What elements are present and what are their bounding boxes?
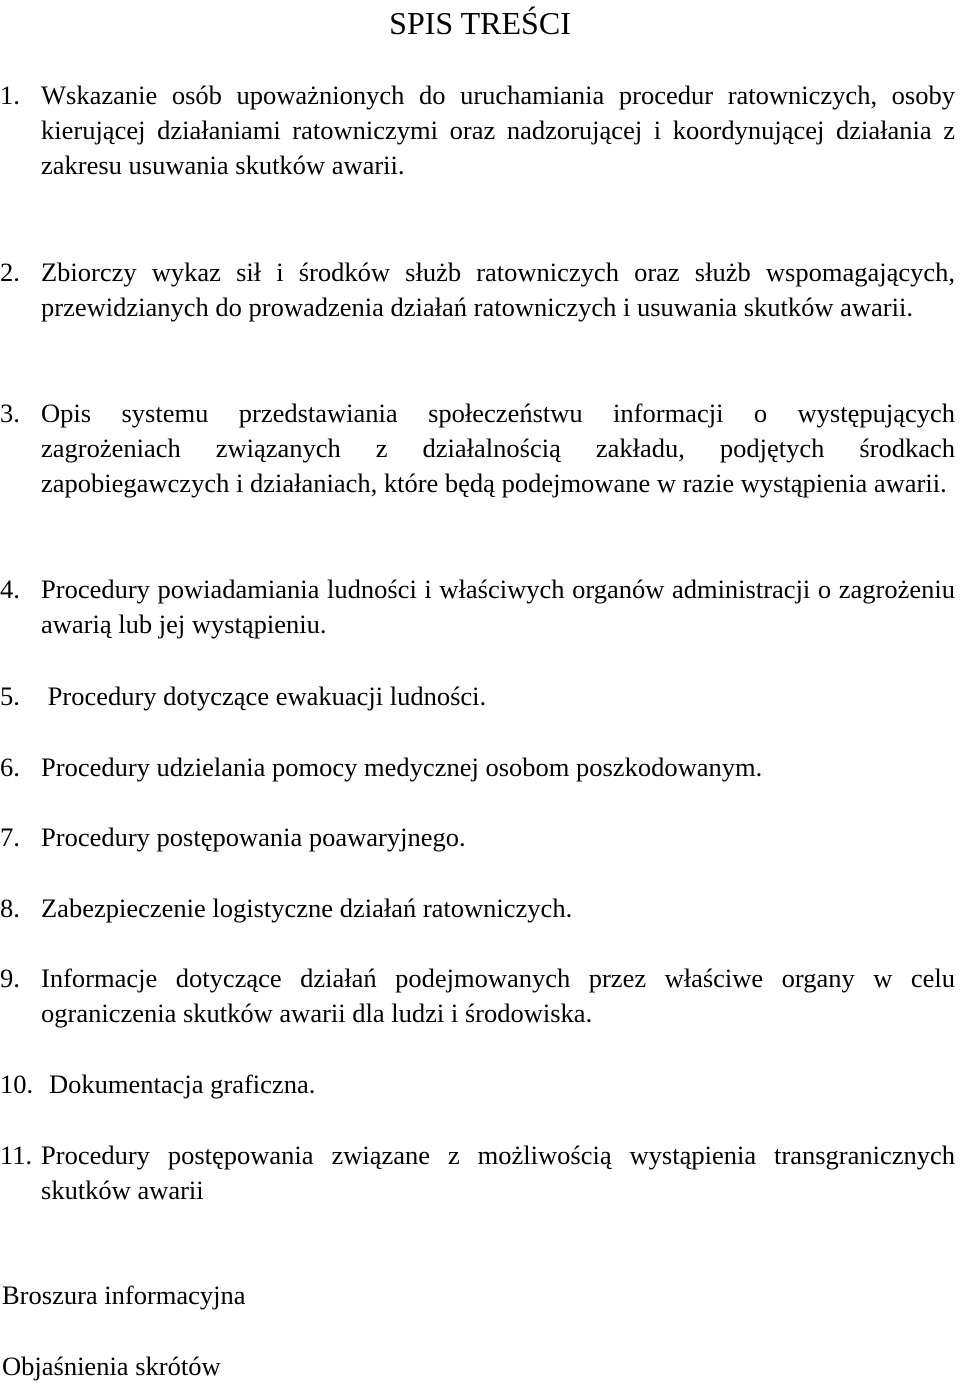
toc-item-text: Opis systemu przedstawiania społeczeństwu informacji o występujących zagrożeniach związanych z działalnością zakładu, podjętych środkach zapobiegawczych i działaniach, które będą podejmowane w razie wystąpienia awarii.	[41, 398, 955, 498]
toc-item-text: Zabezpieczenie logistyczne działań ratowniczych.	[41, 893, 573, 923]
toc-item-6	[0, 750, 955, 785]
toc-item-number: 3.	[0, 398, 20, 428]
toc-item-text: Procedury postępowania związane z możliwością wystąpienia transgranicznych skutków awarii	[41, 1140, 955, 1205]
toc-item-5	[0, 679, 955, 714]
toc-item-text: Procedury dotyczące ewakuacji ludności.	[41, 681, 487, 711]
toc-item-text: Zbiorczy wykaz sił i środków służb ratowniczych oraz służb wspomagających, przewidzianych do prowadzenia działań ratowniczych i usuwania skutków awarii.	[41, 257, 955, 322]
toc-item-number: 2.	[0, 257, 20, 287]
page-title: SPIS TREŚCI	[389, 5, 571, 41]
toc-item-number: 7.	[0, 822, 20, 852]
toc-item-text: Informacje dotyczące działań podejmowanych przez właściwe organy w celu ograniczenia skutków awarii dla ludzi i środowiska.	[41, 963, 955, 1028]
toc-item-text: Procedury udzielania pomocy medycznej osobom poszkodowanym.	[41, 752, 763, 782]
toc-item-text: Procedury powiadamiania ludności i właściwych organów administracji o zagrożeniu awarią lub jej wystąpieniu.	[41, 574, 955, 639]
toc-item-2	[0, 255, 955, 325]
toc-item-number: 8.	[0, 893, 20, 923]
toc-item-text: Wskazanie osób upoważnionych do uruchamiania procedur ratowniczych, osoby kierującej działaniami ratowniczymi oraz nadzorującej i koordynującej działania z zakresu usuwania skutków awarii.	[41, 80, 955, 180]
toc-item-8	[0, 891, 955, 926]
toc-item-9	[0, 961, 955, 1031]
toc-item-3	[0, 396, 955, 501]
toc-item-text: Dokumentacja graficzna.	[49, 1069, 316, 1099]
toc-item-text: Procedury postępowania poawaryjnego.	[41, 822, 466, 852]
toc-item-number: 6.	[0, 752, 20, 782]
toc-item-number: 5.	[0, 681, 20, 711]
toc-item-number: 11.	[0, 1140, 33, 1170]
extra-item-abbreviations: Objaśnienia skrótów	[2, 1351, 221, 1381]
toc-item-10	[0, 1067, 955, 1102]
toc-item-number: 10.	[0, 1069, 34, 1099]
toc-item-number: 1.	[0, 80, 20, 110]
toc-item-number: 9.	[0, 963, 20, 993]
toc-item-4	[0, 572, 955, 642]
extra-item-brochure: Broszura informacyjna	[2, 1280, 246, 1310]
toc-item-1	[0, 78, 955, 183]
toc-item-number: 4.	[0, 574, 20, 604]
toc-item-11	[0, 1138, 955, 1208]
toc-item-7	[0, 820, 955, 855]
